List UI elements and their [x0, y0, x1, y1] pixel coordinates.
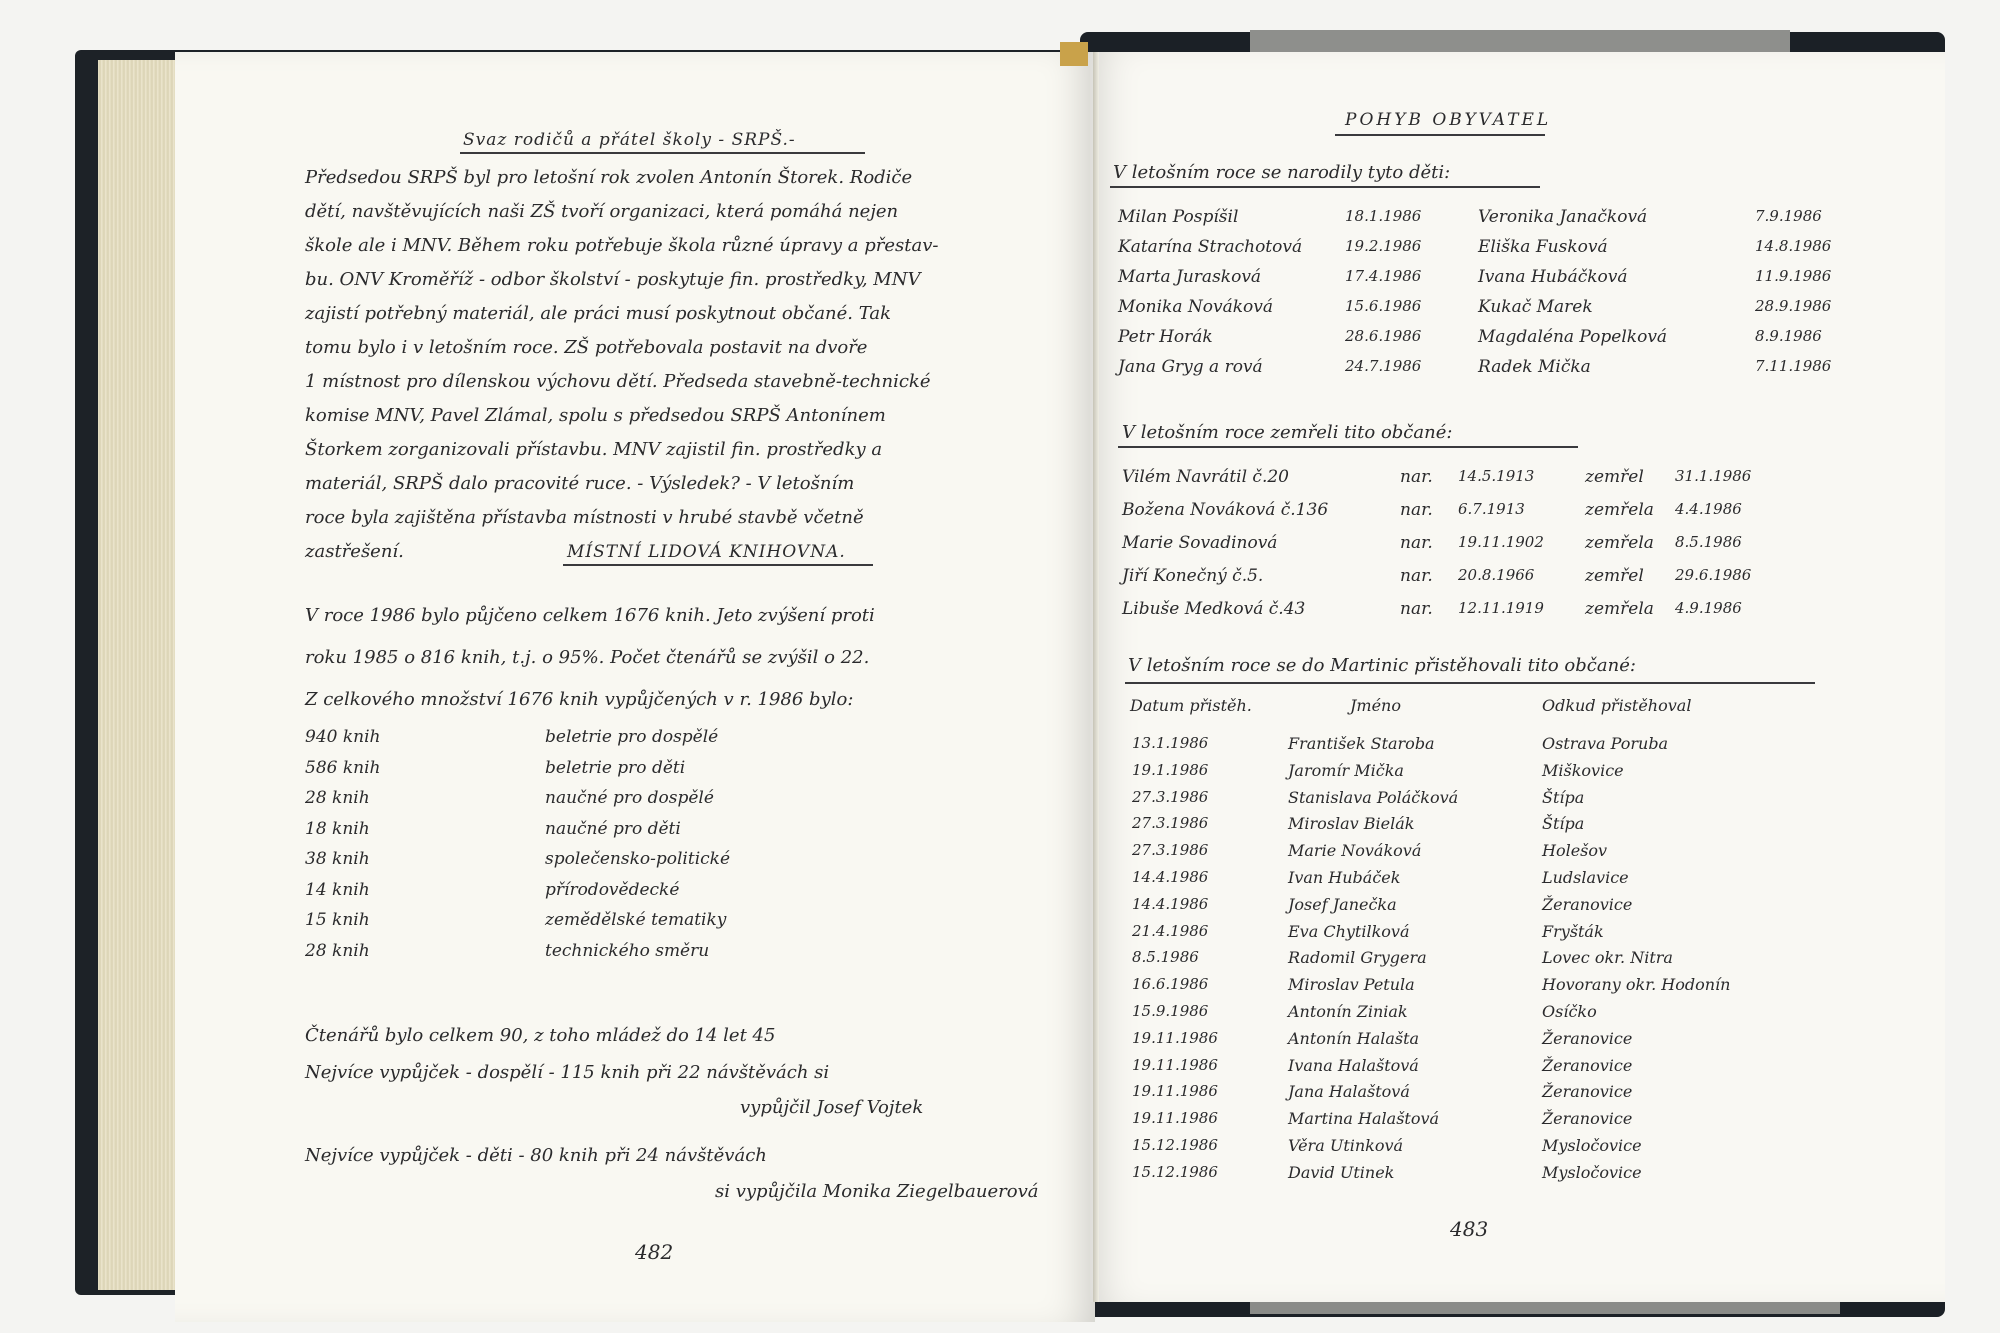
book-count: 28 knih	[305, 940, 370, 961]
population-title: POHYB OBYVATEL	[1345, 110, 1552, 130]
left-page	[175, 52, 1095, 1322]
move-from: Žeranovice	[1542, 894, 1633, 914]
births-heading-underline	[1110, 186, 1540, 188]
moves-column-name: Jméno	[1350, 696, 1401, 715]
book-category: beletrie pro dospělé	[545, 727, 719, 747]
birth-date: 18.1.1986	[1345, 207, 1422, 225]
move-from: Osíčko	[1542, 1002, 1597, 1021]
birth-name: Katarína Strachotová	[1118, 237, 1303, 257]
move-from: Hovorany okr. Hodonín	[1542, 975, 1731, 995]
paragraph-line: tomu bylo i v letošním roce. ZŠ potřebovala postavit na dvoře	[305, 337, 868, 358]
birth-name: Radek Mička	[1478, 357, 1591, 377]
moves-heading: V letošním roce se do Martinic přistěhovali tito občané:	[1128, 655, 1636, 676]
bookmark-ribbon	[1060, 42, 1088, 66]
move-date: 13.1.1986	[1132, 734, 1209, 752]
birth-date: 7.9.1986	[1755, 207, 1822, 225]
move-from: Štípa	[1542, 787, 1585, 807]
move-from: Miškovice	[1542, 760, 1624, 780]
srps-title-underline	[460, 152, 865, 154]
move-from: Štípa	[1542, 814, 1585, 834]
paragraph-line: komise MNV, Pavel Zlámal, spolu s předsedou SRPŠ Antonínem	[305, 405, 886, 426]
children-name: si vypůjčila Monika Ziegelbauerová	[715, 1181, 1039, 1202]
death-name: Vilém Navrátil č.20	[1122, 467, 1289, 487]
book-category: naučné pro děti	[545, 818, 681, 839]
birth-name: Veronika Janačková	[1478, 207, 1648, 227]
book-category: beletrie pro děti	[545, 757, 686, 778]
death-name: Jiří Konečný č.5.	[1122, 566, 1264, 586]
move-date: 19.11.1986	[1132, 1109, 1218, 1128]
move-from: Fryšták	[1542, 921, 1604, 941]
death-name: Marie Sovadinová	[1122, 533, 1278, 553]
library-title: MÍSTNÍ LIDOVÁ KNIHOVNA.	[567, 542, 846, 562]
birth-date: 28.9.1986	[1755, 297, 1832, 315]
move-date: 19.11.1986	[1132, 1028, 1218, 1047]
deaths-heading-underline	[1118, 446, 1578, 448]
book-count: 940 knih	[305, 727, 381, 747]
death-died-label: zemřela	[1585, 533, 1654, 553]
deaths-heading: V letošním roce zemřeli tito občané:	[1122, 422, 1453, 443]
library-line: V roce 1986 bylo půjčeno celkem 1676 knih. Jeto zvýšení proti	[305, 605, 875, 626]
move-name: Jana Halaštová	[1288, 1082, 1410, 1102]
move-date: 15.9.1986	[1132, 1002, 1209, 1020]
death-born-date: 14.5.1913	[1458, 467, 1535, 485]
death-died-date: 31.1.1986	[1675, 467, 1752, 485]
move-name: Miroslav Petula	[1288, 975, 1415, 995]
move-from: Ludslavice	[1542, 868, 1629, 887]
adults-name: vypůjčil Josef Vojtek	[740, 1097, 924, 1118]
paragraph-line: materiál, SRPŠ dalo pracovité ruce. - Výsledek? - V letošním	[305, 473, 855, 494]
paragraph-line: Předsedou SRPŠ byl pro letošní rok zvolen Antonín Štorek. Rodiče	[305, 167, 913, 188]
move-name: Josef Janečka	[1288, 894, 1397, 914]
move-date: 14.4.1986	[1132, 868, 1209, 886]
move-date: 19.11.1986	[1132, 1055, 1218, 1074]
birth-name: Marta Jurasková	[1118, 267, 1262, 287]
library-line: Z celkového množství 1676 knih vypůjčených v r. 1986 bylo:	[305, 689, 854, 710]
move-from: Lovec okr. Nitra	[1542, 948, 1673, 968]
birth-date: 24.7.1986	[1345, 357, 1422, 375]
birth-name: Milan Pospíšil	[1118, 207, 1239, 227]
move-date: 27.3.1986	[1132, 841, 1209, 860]
death-died-label: zemřela	[1585, 599, 1654, 619]
death-born-date: 20.8.1966	[1458, 566, 1535, 584]
book-count: 38 knih	[305, 849, 370, 869]
move-from: Žeranovice	[1542, 1082, 1633, 1102]
death-died-date: 8.5.1986	[1675, 533, 1742, 551]
death-born-date: 12.11.1919	[1458, 599, 1544, 617]
birth-date: 8.9.1986	[1755, 327, 1822, 345]
death-born-label: nar.	[1400, 533, 1433, 553]
move-name: Ivan Hubáček	[1288, 868, 1401, 887]
birth-date: 15.6.1986	[1345, 297, 1422, 315]
death-died-date: 4.4.1986	[1675, 500, 1742, 518]
moves-column-date: Datum přistěh.	[1130, 696, 1252, 715]
death-born-label: nar.	[1400, 500, 1433, 520]
book-category: technického směru	[545, 940, 710, 961]
move-name: David Utinek	[1288, 1162, 1395, 1182]
birth-name: Petr Horák	[1118, 327, 1213, 347]
death-born-label: nar.	[1400, 599, 1433, 619]
book-category: společensko-politické	[545, 849, 731, 869]
move-name: Antonín Ziniak	[1288, 1002, 1408, 1021]
book-count: 15 knih	[305, 910, 370, 930]
library-title-underline	[563, 564, 873, 566]
birth-date: 7.11.1986	[1755, 357, 1832, 375]
births-heading: V letošním roce se narodily tyto děti:	[1113, 162, 1451, 183]
paragraph-line: bu. ONV Kroměříž - odbor školství - poskytuje fin. prostředky, MNV	[305, 269, 921, 290]
book-count: 14 knih	[305, 879, 370, 900]
move-date: 15.12.1986	[1132, 1136, 1218, 1154]
death-died-label: zemřela	[1585, 500, 1654, 520]
paragraph-line: 1 místnost pro dílenskou výchovu dětí. Předseda stavebně-technické	[305, 371, 931, 392]
paragraph-line: Štorkem zorganizovali přístavbu. MNV zajistil fin. prostředky a	[305, 439, 883, 460]
death-died-date: 29.6.1986	[1675, 566, 1752, 584]
birth-date: 28.6.1986	[1345, 327, 1422, 345]
paragraph-line: škole ale i MNV. Během roku potřebuje škola různé úpravy a přestav-	[305, 235, 939, 256]
moves-column-from: Odkud přistěhoval	[1542, 696, 1692, 715]
book-count: 586 knih	[305, 757, 381, 778]
move-name: Stanislava Poláčková	[1288, 787, 1459, 807]
move-date: 21.4.1986	[1132, 921, 1209, 940]
move-date: 19.1.1986	[1132, 760, 1209, 779]
move-name: Miroslav Bielák	[1288, 814, 1415, 834]
book-count: 18 knih	[305, 818, 370, 839]
move-from: Žeranovice	[1542, 1055, 1633, 1075]
srps-title: Svaz rodičů a přátel školy - SRPŠ.-	[463, 130, 796, 150]
move-date: 16.6.1986	[1132, 975, 1209, 994]
move-name: Antonín Halašta	[1288, 1028, 1420, 1048]
death-name: Božena Nováková č.136	[1122, 500, 1329, 520]
birth-name: Monika Nováková	[1118, 297, 1273, 317]
death-died-label: zemřel	[1585, 566, 1644, 586]
move-date: 27.3.1986	[1132, 787, 1209, 806]
book-category: naučné pro dospělé	[545, 788, 714, 808]
death-name: Libuše Medková č.43	[1122, 599, 1306, 619]
paragraph-line: roce byla zajištěna přístavba místnosti v hrubé stavbě včetně	[305, 507, 864, 528]
move-name: Jaromír Mička	[1288, 760, 1404, 780]
moves-heading-underline	[1125, 682, 1815, 684]
birth-name: Magdaléna Popelková	[1478, 327, 1668, 347]
move-name: Radomil Grygera	[1288, 948, 1427, 968]
readers-line: Čtenářů bylo celkem 90, z toho mládež do 14 let 45	[305, 1025, 776, 1046]
book-category: zemědělské tematiky	[545, 910, 727, 930]
birth-name: Ivana Hubáčková	[1478, 267, 1628, 287]
death-born-label: nar.	[1400, 467, 1433, 487]
book-category: přírodovědecké	[545, 879, 680, 900]
move-date: 19.11.1986	[1132, 1082, 1218, 1101]
children-line: Nejvíce vypůjček - děti - 80 knih při 24 návštěvách	[305, 1145, 767, 1166]
death-born-label: nar.	[1400, 566, 1433, 586]
move-name: Marie Nováková	[1288, 841, 1422, 861]
adults-line: Nejvíce vypůjček - dospělí - 115 knih při 22 návštěvách si	[305, 1062, 830, 1083]
book-count: 28 knih	[305, 788, 370, 808]
move-date: 27.3.1986	[1132, 814, 1209, 833]
page-number-right: 483	[1450, 1217, 1489, 1241]
move-date: 8.5.1986	[1132, 948, 1199, 967]
move-name: Martina Halaštová	[1288, 1109, 1440, 1129]
move-date: 15.12.1986	[1132, 1162, 1218, 1181]
page-gutter	[1093, 52, 1099, 1302]
paragraph-line: zastřešení.	[305, 541, 404, 562]
birth-name: Jana Gryg a rová	[1118, 357, 1263, 377]
right-page	[1090, 52, 1945, 1302]
move-name: Věra Utinková	[1288, 1136, 1404, 1155]
move-name: Ivana Halaštová	[1288, 1055, 1419, 1075]
paragraph-line: dětí, navštěvujících naši ZŠ tvoří organizaci, která pomáhá nejen	[305, 201, 899, 222]
birth-name: Eliška Fusková	[1478, 237, 1608, 257]
birth-date: 17.4.1986	[1345, 267, 1422, 285]
birth-date: 14.8.1986	[1755, 237, 1832, 255]
death-died-label: zemřel	[1585, 467, 1644, 487]
death-died-date: 4.9.1986	[1675, 599, 1742, 617]
move-name: Eva Chytilková	[1288, 921, 1410, 941]
page-number-left: 482	[635, 1240, 674, 1264]
library-line: roku 1985 o 816 knih, t.j. o 95%. Počet čtenářů se zvýšil o 22.	[305, 647, 870, 668]
move-from: Žeranovice	[1542, 1028, 1633, 1048]
move-from: Mysločovice	[1542, 1162, 1642, 1182]
move-name: František Staroba	[1288, 734, 1435, 753]
move-from: Žeranovice	[1542, 1109, 1633, 1129]
move-from: Ostrava Poruba	[1542, 734, 1669, 753]
paragraph-line: zajistí potřebný materiál, ale práci musí poskytnout občané. Tak	[305, 303, 891, 324]
birth-date: 19.2.1986	[1345, 237, 1422, 255]
death-born-date: 19.11.1902	[1458, 533, 1544, 551]
birth-name: Kukač Marek	[1478, 297, 1593, 317]
population-title-underline	[1335, 134, 1545, 136]
move-from: Mysločovice	[1542, 1136, 1642, 1155]
move-date: 14.4.1986	[1132, 894, 1209, 913]
move-from: Holešov	[1542, 841, 1608, 861]
death-born-date: 6.7.1913	[1458, 500, 1525, 518]
birth-date: 11.9.1986	[1755, 267, 1832, 285]
